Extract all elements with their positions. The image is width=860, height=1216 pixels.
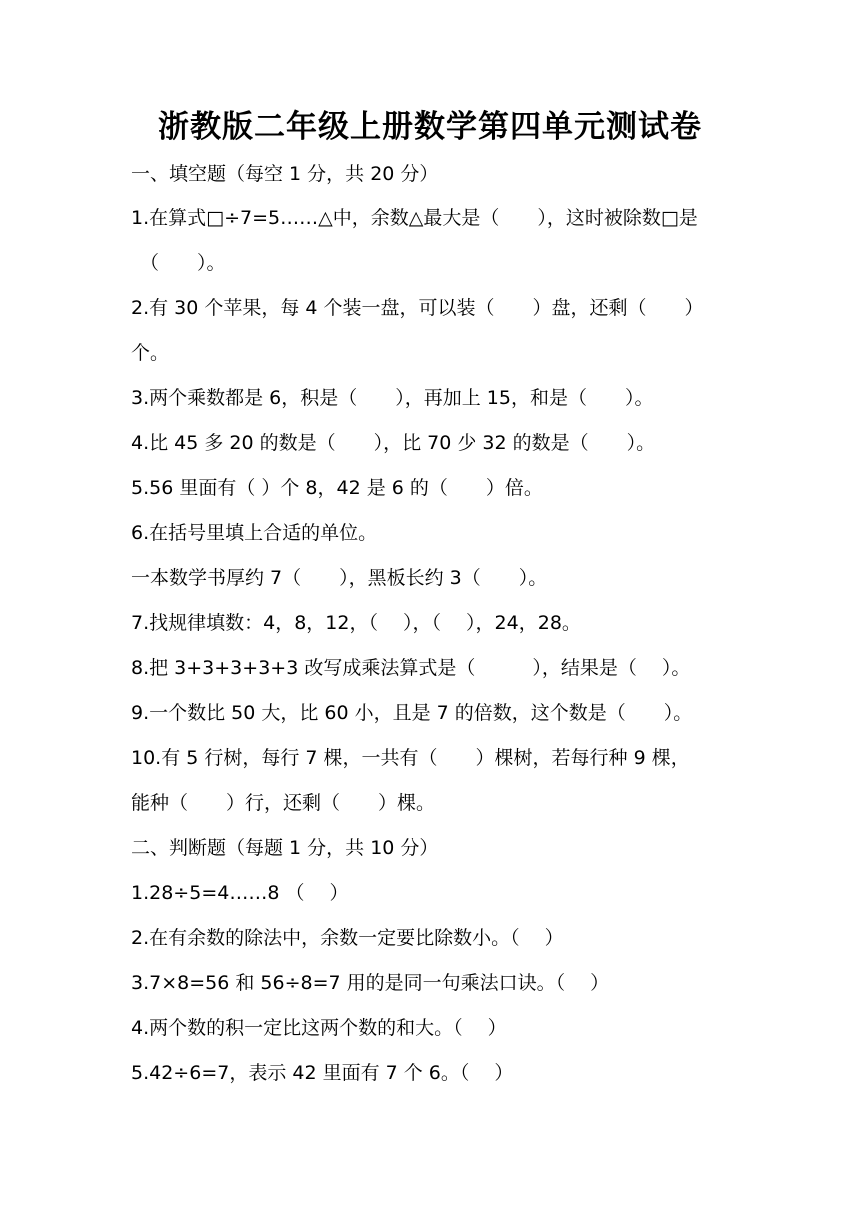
question-fill-7: 7.找规律填数：4，8，12，（ ），（ ），24，28。 — [131, 612, 581, 634]
section-heading-true-false: 二、判断题（每题 1 分，共 10 分） — [131, 837, 439, 859]
question-fill-1: 1.在算式□÷7=5……△中，余数△最大是（ ），这时被除数□是 — [131, 207, 698, 229]
question-fill-10-continued: 能种（ ）行，还剩（ ）棵。 — [131, 792, 436, 814]
question-judge-2: 2.在有余数的除法中，余数一定要比除数小。（ ） — [131, 927, 564, 949]
question-fill-2: 2.有 30 个苹果，每 4 个装一盘，可以装（ ）盘，还剩（ ） — [131, 297, 704, 319]
document-title: 浙教版二年级上册数学第四单元测试卷 — [158, 109, 702, 145]
question-fill-6-detail: 一本数学书厚约 7（ ），黑板长约 3（ ）。 — [131, 567, 548, 589]
question-fill-9: 9.一个数比 50 大，比 60 小，且是 7 的倍数，这个数是（ ）。 — [131, 702, 693, 724]
question-fill-3: 3.两个乘数都是 6，积是（ ），再加上 15，和是（ ）。 — [131, 387, 654, 409]
question-fill-10: 10.有 5 行树，每行 7 棵，一共有（ ）棵树，若每行种 9 棵， — [131, 747, 690, 769]
question-fill-5: 5.56 里面有（ ）个 8，42 是 6 的（ ）倍。 — [131, 477, 543, 499]
question-judge-3: 3.7×8=56 和 56÷8=7 用的是同一句乘法口诀。（ ） — [131, 972, 610, 994]
question-fill-6: 6.在括号里填上合适的单位。 — [131, 522, 378, 544]
question-judge-1: 1.28÷5=4……8 （ ） — [131, 882, 349, 904]
question-fill-8: 8.把 3+3+3+3+3 改写成乘法算式是（ ），结果是（ ）。 — [131, 657, 691, 679]
section-heading-fill-blanks: 一、填空题（每空 1 分，共 20 分） — [131, 163, 439, 185]
question-fill-4: 4.比 45 多 20 的数是（ ），比 70 少 32 的数是（ ）。 — [131, 432, 656, 454]
question-fill-2-continued: 个。 — [131, 342, 170, 364]
question-judge-5: 5.42÷6=7，表示 42 里面有 7 个 6。（ ） — [131, 1062, 514, 1084]
question-fill-1-continued: （ ）。 — [140, 252, 226, 274]
question-judge-4: 4.两个数的积一定比这两个数的和大。（ ） — [131, 1017, 507, 1039]
